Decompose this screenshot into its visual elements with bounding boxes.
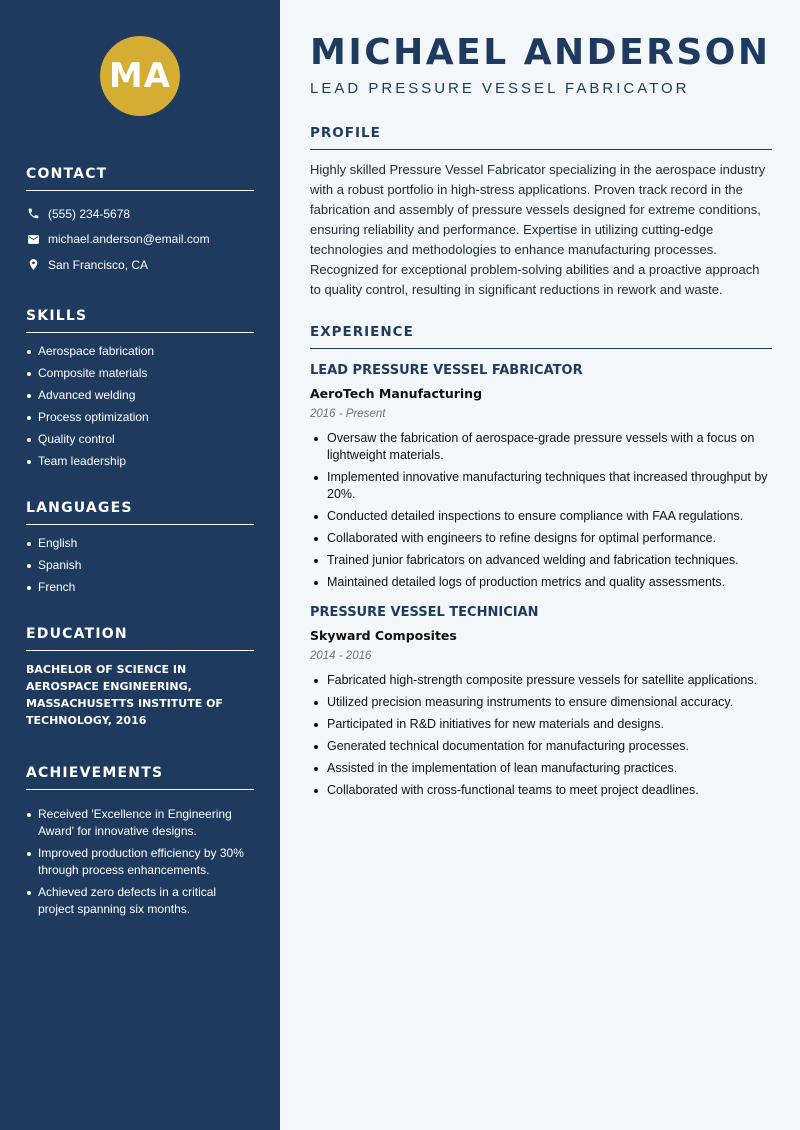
achievement-item: Achieved zero defects in a critical project spanning six months. [26,884,254,918]
job-bullet: Utilized precision measuring instruments to ensure dimensional accuracy. [310,694,772,711]
skill-item: Aerospace fabrication [26,343,254,360]
job-entry [310,363,772,591]
education-heading: EDUCATION [26,626,254,651]
skill-item: Team leadership [26,453,254,470]
skills-section [26,308,254,470]
job-company: Skyward Composites [310,628,457,643]
education-degree: BACHELOR OF SCIENCE IN AEROSPACE ENGINEERING, MASSACHUSETTS INSTITUTE OF TECHNOLOGY, 2016 [26,662,223,727]
skill-item: Quality control [26,431,254,448]
location-text: San Francisco, CA [48,257,149,272]
contact-email [26,227,254,253]
language-item: French [26,579,254,596]
sidebar [0,0,280,1130]
job-bullet: Collaborated with engineers to refine designs for optimal performance. [310,530,772,547]
job-dates: 2016 - Present [310,408,386,420]
candidate-role: LEAD PRESSURE VESSEL FABRICATOR [310,80,690,97]
contact-location [26,252,254,278]
education-section [26,626,254,729]
job-bullet: Generated technical documentation for manufacturing processes. [310,738,772,755]
skill-item: Composite materials [26,365,254,382]
contact-heading: CONTACT [26,166,254,191]
job-bullets [310,430,772,591]
email-icon [26,232,40,246]
languages-section [26,500,254,596]
job-title: PRESSURE VESSEL TECHNICIAN [310,605,539,620]
job-bullet: Oversaw the fabrication of aerospace-grade pressure vessels with a focus on lightweight materials. [310,430,772,464]
profile-heading: PROFILE [310,125,772,150]
main-content [280,0,800,1130]
achievements-list [26,806,254,918]
language-item: Spanish [26,557,254,574]
profile-text: Highly skilled Pressure Vessel Fabricator specializing in the aerospace industry with a robust portfolio in high-stress applications. Proven track record in the fabrication and assembly of pressure vessels designed for extreme conditions, ensuring reliability and performance. Expertise in utilizing cutting-edge technologies and methodologies to enhance manufacturing processes. Recognized for exceptional problem-solving abilities and a proactive approach to quality control, resulting in significant reductions in rework and waste. [310,162,766,297]
languages-heading: LANGUAGES [26,500,254,525]
skill-item: Advanced welding [26,387,254,404]
phone-text[interactable]: (555) 234-5678 [48,206,131,221]
skills-list [26,343,254,470]
achievements-section [26,765,254,918]
job-bullets [310,672,772,799]
job-title: LEAD PRESSURE VESSEL FABRICATOR [310,363,583,378]
profile-section [310,125,772,300]
location-pin-icon [26,258,40,272]
experience-heading: EXPERIENCE [310,324,772,349]
job-bullet: Maintained detailed logs of production metrics and quality assessments. [310,574,772,591]
job-bullet: Implemented innovative manufacturing techniques that increased throughput by 20%. [310,469,772,503]
email-text[interactable]: michael.anderson@email.com [48,232,210,247]
skill-item: Process optimization [26,409,254,426]
job-bullet: Conducted detailed inspections to ensure compliance with FAA regulations. [310,508,772,525]
contact-section [26,166,254,278]
phone-icon [26,207,40,221]
job-bullet: Fabricated high-strength composite pressure vessels for satellite applications. [310,672,772,689]
achievement-item: Received 'Excellence in Engineering Award' for innovative designs. [26,806,254,840]
job-entry [310,605,772,799]
candidate-name: MICHAEL ANDERSON [310,32,771,73]
job-bullet: Collaborated with cross-functional teams to meet project deadlines. [310,782,772,799]
experience-section [310,324,772,799]
achievements-heading: ACHIEVEMENTS [26,765,254,790]
achievement-item: Improved production efficiency by 30% through process enhancements. [26,845,254,879]
languages-list [26,535,254,596]
skills-heading: SKILLS [26,308,254,333]
job-dates: 2014 - 2016 [310,650,372,662]
avatar: MA [100,36,180,116]
contact-phone [26,201,254,227]
job-bullet: Assisted in the implementation of lean manufacturing practices. [310,760,772,777]
job-bullet: Trained junior fabricators on advanced welding and fabrication techniques. [310,552,772,569]
job-company: AeroTech Manufacturing [310,386,483,401]
job-bullet: Participated in R&D initiatives for new materials and designs. [310,716,772,733]
language-item: English [26,535,254,552]
